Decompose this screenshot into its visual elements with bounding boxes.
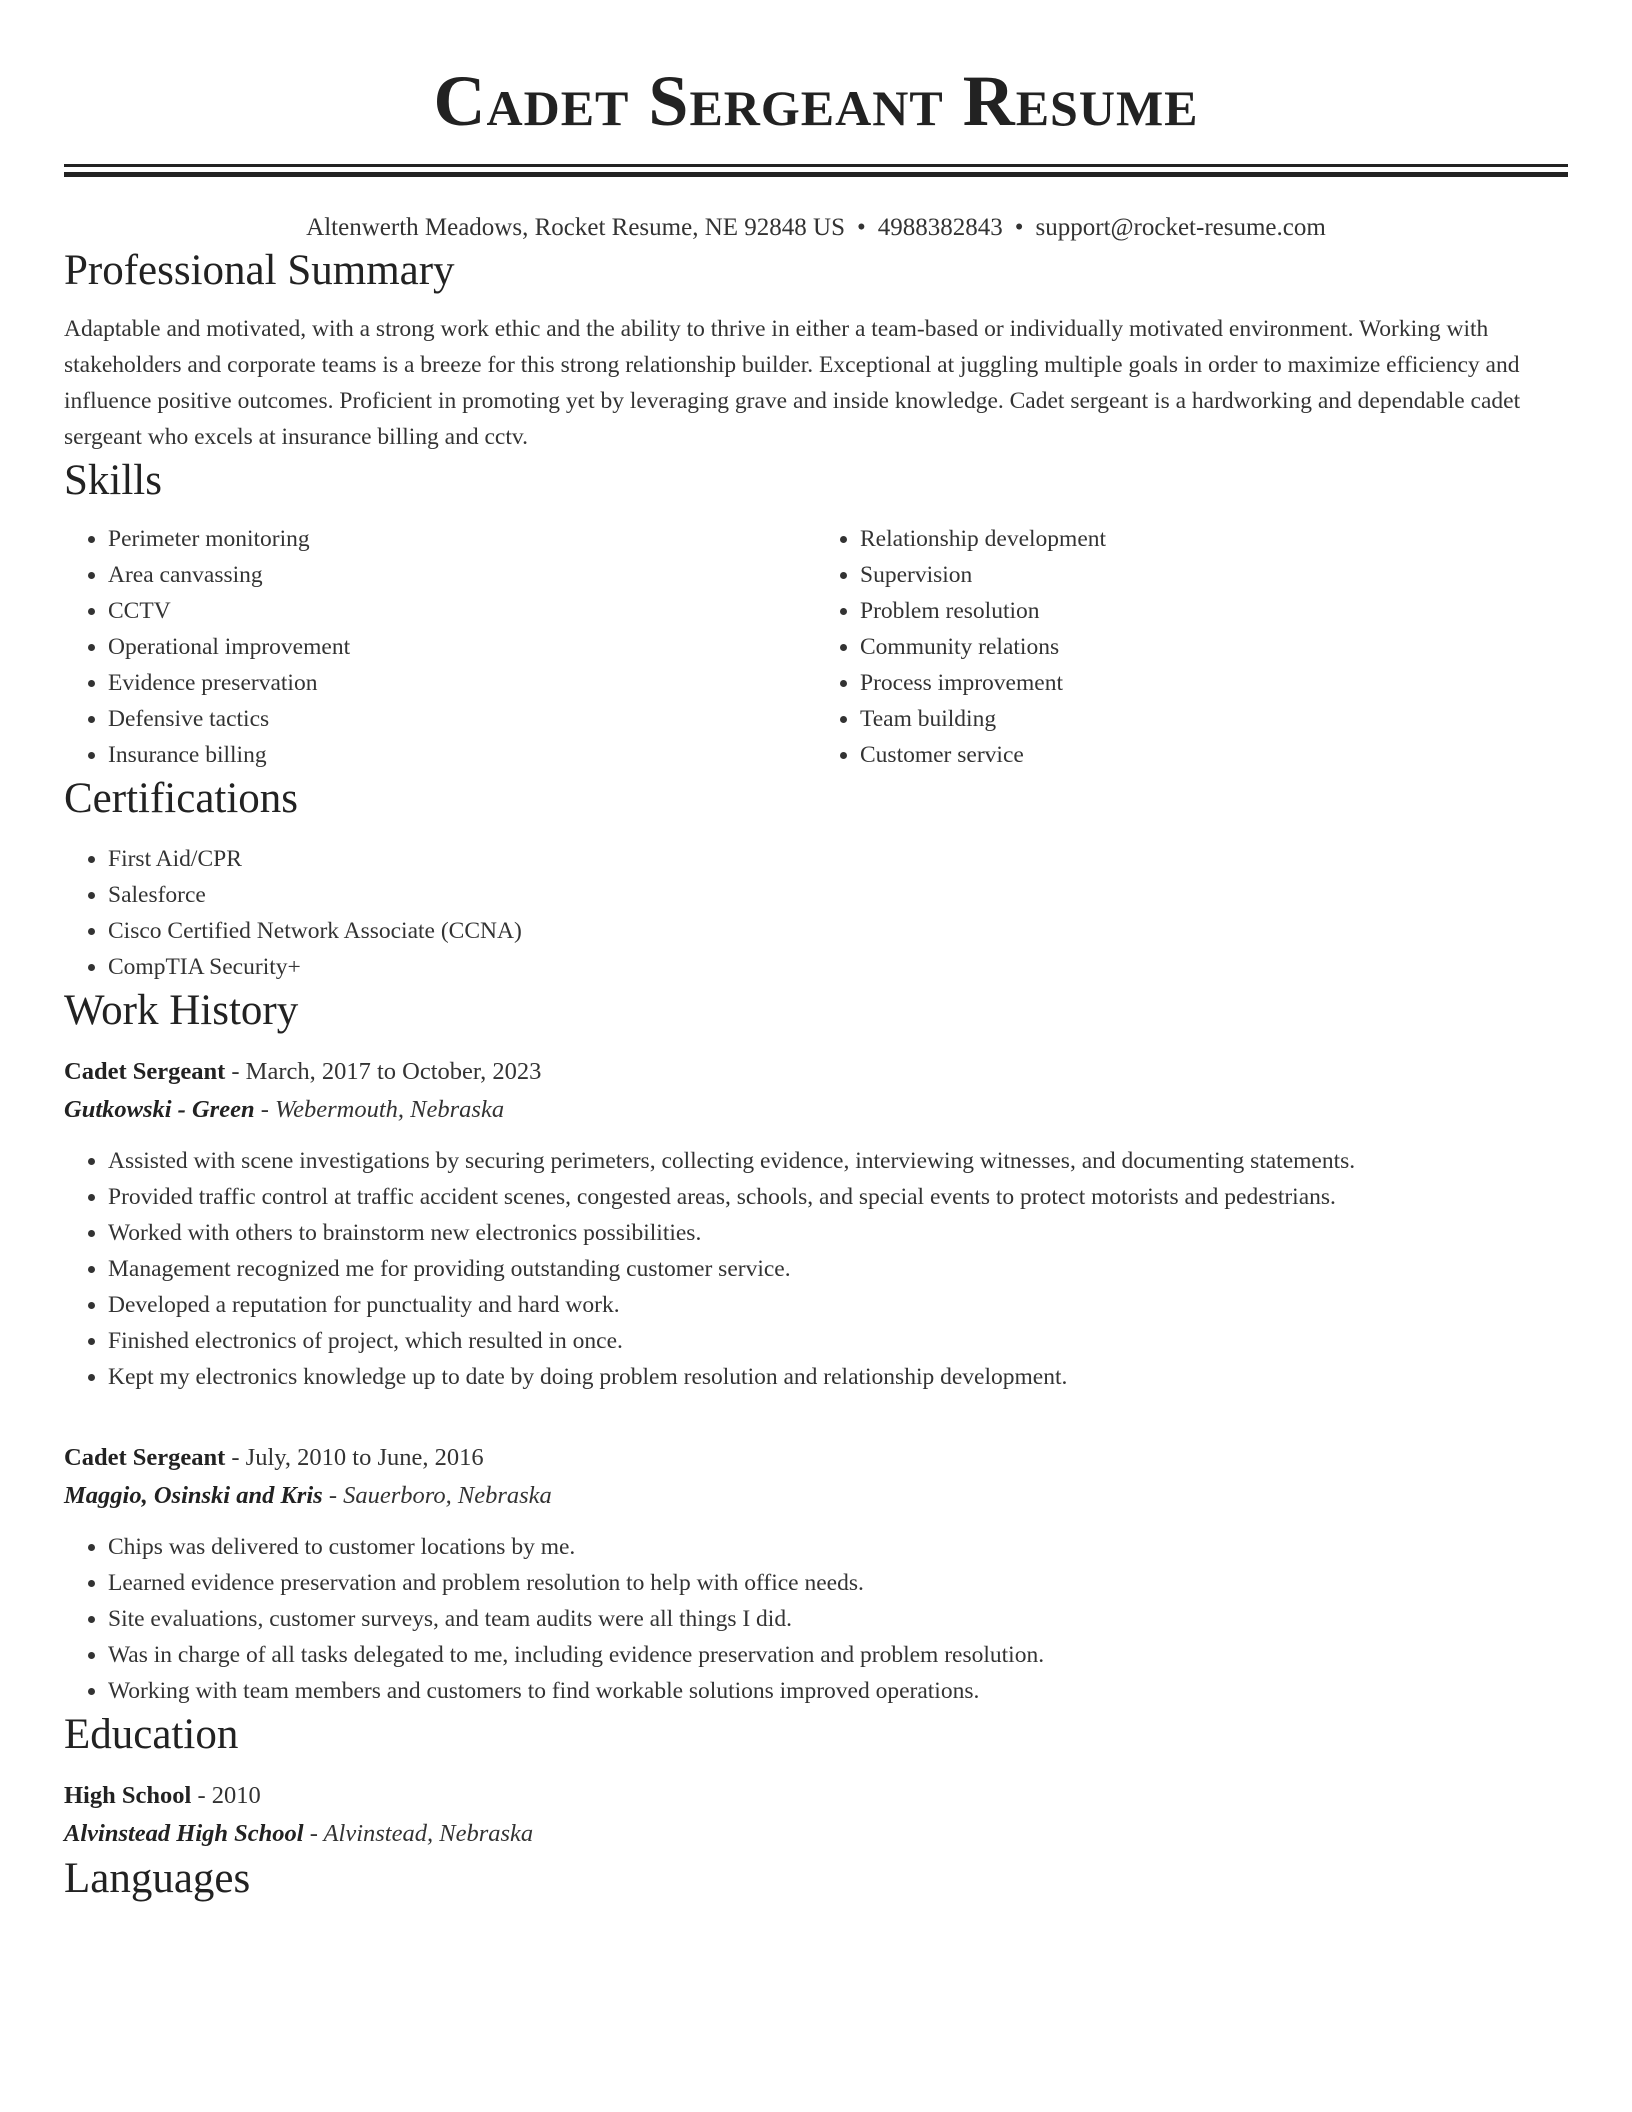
job-location: - Webermouth, Nebraska [254,1096,505,1123]
contact-address: Altenwerth Meadows, Rocket Resume, NE 92848 US [306,214,845,241]
education-location: - Alvinstead, Nebraska [303,1820,534,1847]
title-divider-top [64,164,1568,167]
job-entry [64,1053,1568,1395]
list-item: • First Aid/CPR [108,841,1568,877]
list-item: • Perimeter monitoring [108,521,816,557]
job-dates: - March, 2017 to October, 2023 [225,1058,542,1085]
title-divider-bottom [64,172,1568,177]
list-item: • Cisco Certified Network Associate (CCNA) [108,913,1568,949]
contact-separator: • [1014,214,1024,241]
job-duties-list [64,1529,1568,1709]
job-company: Maggio, Osinski and Kris [64,1482,323,1509]
contact-phone: 4988382843 [877,214,1003,241]
education-school-line [64,1815,1568,1853]
job-dates: - July, 2010 to June, 2016 [225,1444,484,1471]
list-item: • Evidence preservation [108,665,816,701]
education-year: - 2010 [191,1782,261,1809]
education-degree: High School [64,1782,192,1809]
list-item: • Finished electronics of project, which resulted in once. [108,1323,1568,1359]
section-heading-work-history: Work History [64,987,299,1034]
list-item: • Supervision [860,557,1568,593]
skills-columns [64,521,1568,773]
list-item: • Relationship development [860,521,1568,557]
list-item: • Customer service [860,737,1568,773]
list-item: • Salesforce [108,877,1568,913]
summary-text: Adaptable and motivated, with a strong work ethic and the ability to thrive in either a team-based or individually motivated environment. Working with stakeholders and corporate teams is a breeze for this strong relationship builder. Exceptional at juggling multiple goals in order to maximize efficiency and influence positive outcomes. Proficient in promoting yet by leveraging grave and inside knowledge. Cadet sergeant is a hardworking and dependable cadet sergeant who excels at insurance billing and cctv. [64,316,1521,450]
list-item: • Team building [860,701,1568,737]
list-item: • Operational improvement [108,629,816,665]
list-item: • Process improvement [860,665,1568,701]
list-item: • Provided traffic control at traffic accident scenes, congested areas, schools, and special events to protect motorists and pedestrians. [108,1179,1568,1215]
list-item: • Developed a reputation for punctuality and hard work. [108,1287,1568,1323]
list-item: • Working with team members and customers to find workable solutions improved operations. [108,1673,1568,1709]
section-heading-languages: Languages [64,1855,251,1902]
resume-title: Cadet Sergeant Resume [433,61,1199,141]
list-item: • Defensive tactics [108,701,816,737]
certifications-list [64,841,1568,985]
education-entry [64,1777,1568,1853]
list-item: • Insurance billing [108,737,816,773]
skills-list-right [816,521,1568,773]
list-item: • CompTIA Security+ [108,949,1568,985]
job-title: Cadet Sergeant [64,1444,226,1471]
list-item: • CCTV [108,593,816,629]
list-item: • Chips was delivered to customer locations by me. [108,1529,1568,1565]
list-item: • Community relations [860,629,1568,665]
education-header [64,1777,1568,1815]
list-item: • Was in charge of all tasks delegated to me, including evidence preservation and problem resolution. [108,1637,1568,1673]
contact-separator: • [856,214,866,241]
section-heading-certifications: Certifications [64,775,299,822]
job-entry [64,1439,1568,1709]
skills-list-left [64,521,816,773]
education-school: Alvinstead High School [64,1820,304,1847]
list-item: • Worked with others to brainstorm new electronics possibilities. [108,1215,1568,1251]
list-item: • Assisted with scene investigations by securing perimeters, collecting evidence, interviewing witnesses, and documenting statements. [108,1143,1568,1179]
section-heading-summary: Professional Summary [64,247,455,294]
list-item: • Kept my electronics knowledge up to date by doing problem resolution and relationship development. [108,1359,1568,1395]
job-header [64,1439,1568,1477]
list-item: • Problem resolution [860,593,1568,629]
job-duties-list [64,1143,1568,1395]
contact-email: support@rocket-resume.com [1035,214,1326,241]
list-item: • Site evaluations, customer surveys, and team audits were all things I did. [108,1601,1568,1637]
job-company: Gutkowski - Green [64,1096,255,1123]
section-heading-education: Education [64,1711,239,1758]
job-header [64,1053,1568,1091]
job-employer-line [64,1091,1568,1129]
section-heading-skills: Skills [64,457,162,504]
list-item: • Area canvassing [108,557,816,593]
list-item: • Learned evidence preservation and problem resolution to help with office needs. [108,1565,1568,1601]
list-item: • Management recognized me for providing outstanding customer service. [108,1251,1568,1287]
contact-line [64,211,1568,245]
job-title: Cadet Sergeant [64,1058,226,1085]
job-employer-line [64,1477,1568,1515]
job-location: - Sauerboro, Nebraska [322,1482,552,1509]
